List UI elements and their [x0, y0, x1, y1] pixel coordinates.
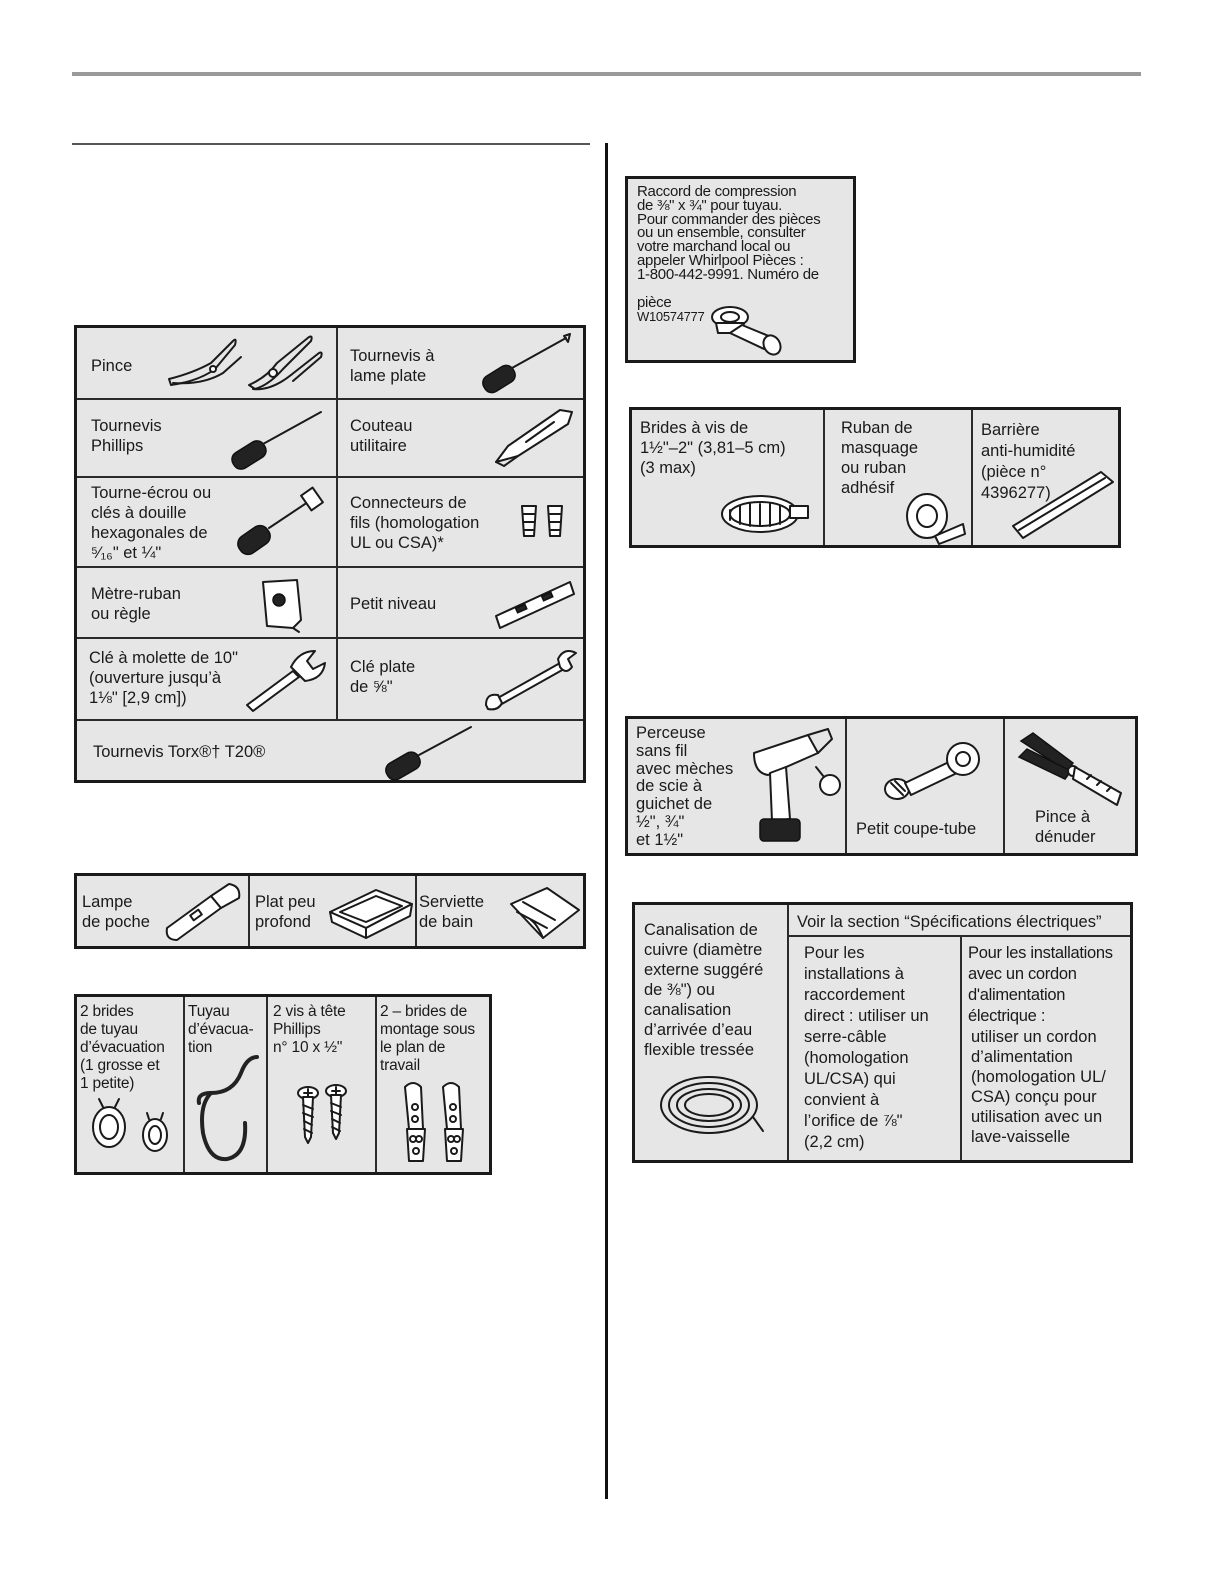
tool-cell-open-end-wrench — [336, 637, 583, 719]
screw-clamp-icon — [716, 486, 812, 542]
tool-label: Clé plate de ⅝" — [350, 658, 416, 696]
pliers-icon — [163, 333, 328, 393]
cordless-drill-icon — [746, 723, 842, 847]
moisture-barrier-icon — [1009, 468, 1117, 542]
drain-hose-icon — [193, 1053, 265, 1165]
supply-cell-pan — [248, 876, 415, 946]
misc-cell-moisture-barrier — [971, 410, 1118, 545]
tool-cell-level — [336, 566, 583, 637]
power-cord-label-b: utiliser un cordon d’alimentation (homologation UL/ CSA) conçu pour utilisation avec un lave-vaisselle — [971, 1028, 1106, 1146]
screws-icon — [294, 1085, 354, 1145]
adjustable-wrench-icon — [243, 645, 331, 715]
part-cell-hose-clamps — [77, 997, 183, 1172]
mounting-brackets-icon — [399, 1079, 479, 1169]
tool-cell-adjustable-wrench — [77, 637, 336, 719]
supply-label: Plat peu profond — [255, 893, 316, 931]
part-label: 2 vis à tête Phillips n° 10 x ½" — [273, 1003, 346, 1056]
electrical-header: Voir la section “Spécifications électriques” — [797, 913, 1102, 931]
tool-cell-flat-screwdriver — [336, 328, 583, 398]
part-number: W10574777 — [637, 309, 705, 324]
power-tools-row — [625, 716, 1138, 856]
water-supply-cell — [635, 905, 787, 1160]
tool-label: Tourne-écrou ou clés à douille hexagonales de ⁵⁄₁₆" et ¼" — [91, 484, 212, 562]
power-label: Perceuse sans fil avec mèches de scie à guichet de ½", ¾" et 1½" — [636, 724, 734, 849]
misc-cell-tape — [823, 410, 971, 545]
misc-label: Ruban de masquage ou ruban adhésif — [841, 419, 919, 497]
open-end-wrench-icon — [482, 645, 578, 715]
power-cell-wire-stripper — [1003, 719, 1135, 853]
phillips-screwdriver-icon — [227, 406, 327, 470]
tools-table — [74, 325, 586, 783]
misc-label: Barrière anti-humidité (pièce n° 4396277) — [981, 421, 1076, 502]
tool-label: Mètre-ruban ou règle — [91, 585, 181, 623]
shallow-pan-icon — [326, 882, 416, 942]
power-cord-cell — [960, 937, 1130, 1160]
tape-roll-icon — [905, 490, 969, 546]
top-rule — [72, 72, 1141, 76]
tool-label: Tournevis à lame plate — [350, 347, 435, 385]
parts-row — [74, 994, 492, 1175]
supplies-row — [74, 873, 586, 949]
utility-knife-icon — [490, 406, 580, 470]
part-label: 2 – brides de montage sous le plan de travail — [380, 1003, 475, 1074]
compression-fitting-box — [625, 176, 856, 363]
tool-label: Clé à molette de 10" (ouverture jusqu’à 1⅛" [2,9 cm]) — [89, 649, 238, 707]
tool-label: Connecteurs de fils (homologation UL ou CSA)* — [350, 494, 480, 552]
torx-screwdriver-icon — [381, 723, 477, 781]
misc-label: Brides à vis de 1½"–2" (3,81–5 cm) (3 max) — [640, 419, 786, 477]
tool-cell-phillips — [77, 398, 336, 476]
electrical-header-cell — [787, 905, 1130, 937]
water-electric-box — [632, 902, 1133, 1163]
compression-fitting-part-line — [637, 282, 704, 324]
tool-label: Tournevis Torx®† T20® — [93, 743, 266, 761]
power-cell-tube-cutter — [845, 719, 1003, 853]
tool-cell-utility-knife — [336, 398, 583, 476]
tool-cell-wire-connectors — [336, 476, 583, 566]
compression-fitting-icon — [708, 303, 792, 359]
part-label: 2 brides de tuyau d’évacuation (1 grosse et 1 petite) — [80, 1003, 165, 1092]
tape-measure-icon — [257, 576, 307, 632]
power-cell-drill — [628, 719, 845, 853]
towel-icon — [507, 884, 583, 942]
section-rule — [72, 143, 590, 145]
hose-clamps-icon — [85, 1097, 175, 1159]
flashlight-icon — [161, 882, 245, 942]
supply-cell-towel — [415, 876, 583, 946]
tool-label: Tournevis Phillips — [91, 417, 162, 455]
tool-cell-torx — [77, 719, 583, 780]
misc-cell-screw-clamps — [632, 410, 823, 545]
level-icon — [492, 576, 578, 632]
supply-label: Lampe de poche — [82, 893, 150, 931]
direct-wire-cell — [787, 937, 960, 1160]
direct-wire-label: Pour les installations à raccordement direct : utiliser un serre-câble (homologation UL/CSA) qui convient à l’orifice de ⅞" (2,2 cm) — [804, 944, 929, 1151]
tool-label: Petit niveau — [350, 595, 437, 613]
part-cell-drain-hose — [183, 997, 266, 1172]
column-divider — [605, 143, 608, 1499]
flat-screwdriver-icon — [478, 334, 578, 394]
tube-cutter-icon — [879, 739, 989, 809]
tool-label: Pince — [91, 357, 133, 375]
part-cell-screws — [266, 997, 375, 1172]
water-supply-label: Canalisation de cuivre (diamètre externe suggéré de ⅜") ou canalisation d’arrivée d’eau flexible tressée — [644, 921, 764, 1059]
compression-fitting-text: Raccord de compression de ⅜" x ¾" pour tuyau. Pour commander des pièces ou un ensemble, consulter votre marchand local ou appeler Whirlpool Pièces : 1-800-442-9991. Numéro de — [637, 183, 821, 283]
nut-driver-icon — [233, 486, 327, 560]
tool-cell-nut-driver — [77, 476, 336, 566]
coiled-tubing-icon — [657, 1073, 765, 1141]
power-label: Pince à dénuder — [1035, 808, 1096, 846]
supply-label: Serviette de bain — [419, 893, 485, 931]
wire-connectors-icon — [518, 502, 574, 542]
power-label: Petit coupe-tube — [856, 820, 977, 838]
tool-cell-pliers — [77, 328, 336, 398]
supply-cell-flashlight — [77, 876, 248, 946]
part-cell-brackets — [375, 997, 489, 1172]
power-cord-label-a: Pour les installations avec un cordon d'alimentation électrique : — [968, 944, 1113, 1025]
misc-row — [629, 407, 1121, 548]
wire-stripper-icon — [1017, 729, 1133, 809]
part-label: Tuyau d’évacua- tion — [188, 1003, 254, 1056]
tool-label: Couteau utilitaire — [350, 417, 413, 455]
tool-cell-tape-measure — [77, 566, 336, 637]
part-prefix: pièce — [637, 294, 672, 311]
